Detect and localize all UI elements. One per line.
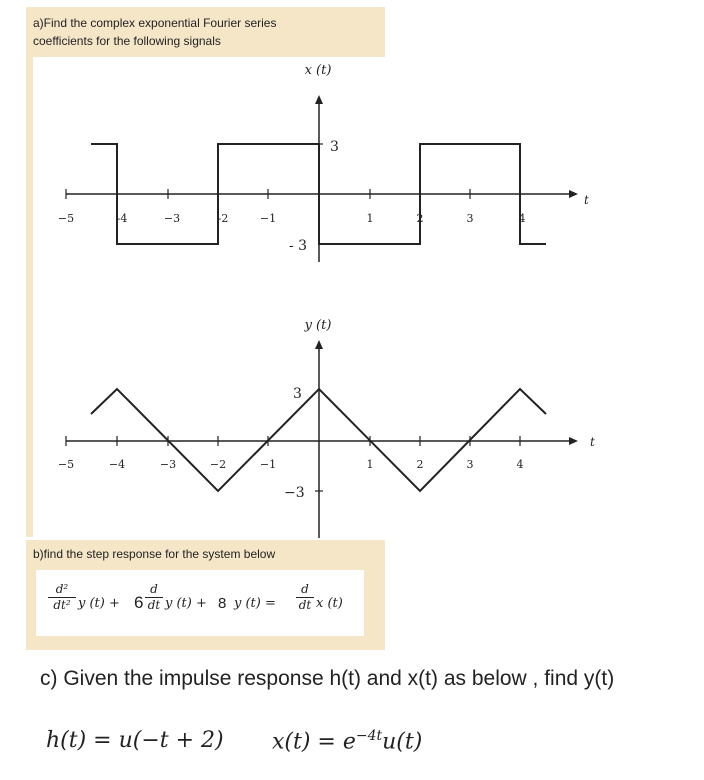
x-signal-title: x (t): [304, 63, 332, 78]
svg-text:−3: −3: [163, 212, 181, 225]
impulse-response-expr: h(t) = u(−t + 2): [46, 728, 224, 753]
svg-text:−1: −1: [259, 212, 277, 225]
svg-text:4: 4: [518, 212, 526, 225]
svg-text:4: 4: [516, 458, 524, 471]
y-signal-tick-labels: [58, 458, 524, 471]
y-signal-title: y (t): [304, 318, 332, 333]
eq-coef-6: 6: [134, 593, 144, 612]
svg-text:-2: -2: [217, 212, 229, 225]
frac-d2: d² dt²: [48, 582, 76, 612]
input-signal-expr: $x(t) = e^{-4t}u(t)$: [272, 728, 423, 755]
eq-term-y2: y (t) +: [165, 596, 207, 611]
svg-text:-4: -4: [116, 212, 128, 225]
svg-text:1: 1: [366, 458, 374, 471]
eq-term-x: x (t): [316, 596, 343, 611]
frac-d-rhs: d dt: [296, 582, 314, 612]
eq-term-y3: y (t) =: [234, 596, 276, 611]
question-a-line1: a)Find the complex exponential Fourier series: [33, 16, 277, 30]
question-b-prompt: b)find the step response for the system below: [33, 547, 276, 561]
x-signal-axis-arrow: [569, 190, 578, 198]
y-signal-axis-var: t: [590, 435, 595, 449]
y-signal-amp-neg-label: −3: [284, 485, 305, 501]
svg-text:2: 2: [416, 458, 424, 471]
svg-text:1: 1: [366, 212, 374, 225]
x-signal-tick-labels: [58, 212, 526, 225]
svg-text:−2: −2: [209, 458, 227, 471]
x-signal-amplitude-arrow: [315, 95, 323, 104]
eq-term-y1: y (t) +: [78, 596, 120, 611]
svg-text:−3: −3: [159, 458, 177, 471]
y-signal-amplitude-arrow: [315, 340, 323, 349]
x-signal-amp-neg-label: - 3: [289, 238, 308, 254]
y-signal-amp-pos-label: 3: [293, 386, 302, 402]
svg-text:2: 2: [416, 212, 424, 225]
x-signal-axis-var: t: [584, 193, 589, 207]
svg-text:3: 3: [466, 458, 474, 471]
question-c-prompt: c) Given the impulse response h(t) and x(t) as below , find y(t): [40, 667, 615, 690]
x-signal-amp-pos-label: 3: [330, 139, 339, 155]
frac-d: d dt: [145, 582, 163, 612]
svg-text:−5: −5: [57, 212, 75, 225]
svg-text:−4: −4: [108, 458, 126, 471]
y-signal-axis-arrow: [569, 437, 578, 445]
svg-text:−5: −5: [57, 458, 75, 471]
svg-text:−1: −1: [259, 458, 277, 471]
svg-text:3: 3: [466, 212, 474, 225]
eq-coef-8: 8: [218, 595, 227, 612]
question-a-line2: coefficients for the following signals: [33, 34, 221, 48]
